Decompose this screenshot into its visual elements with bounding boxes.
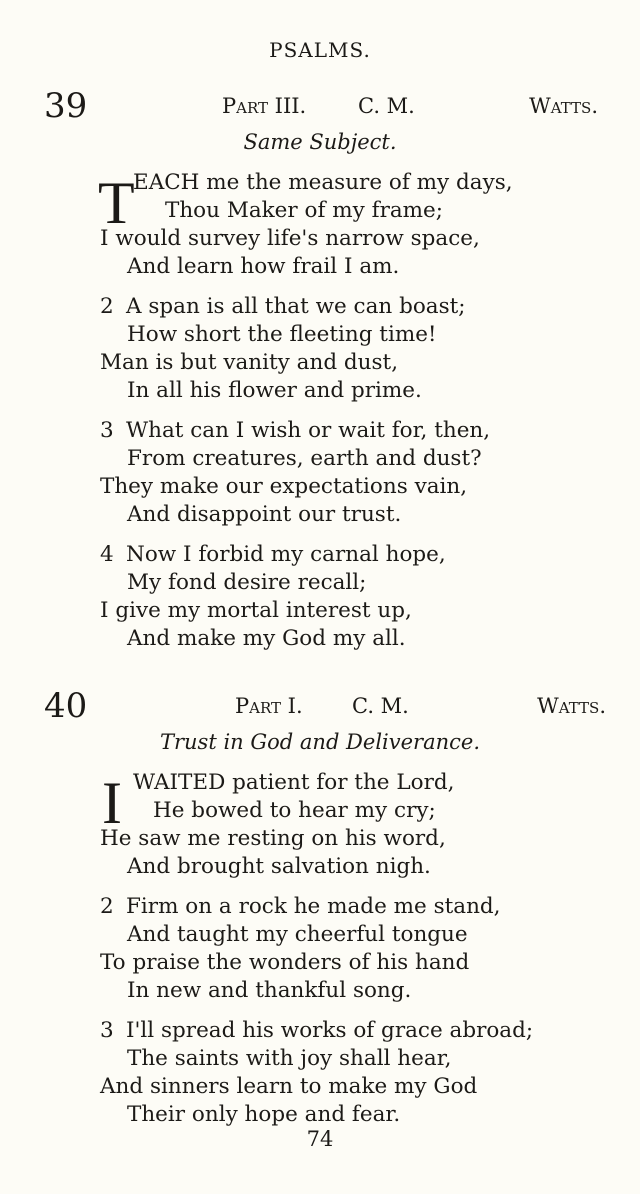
verse-line: In new and thankful song. [127,978,412,1003]
verse-line: And brought salvation nigh. [127,854,431,879]
hymn-metre: C. M. [352,694,409,718]
running-head: PSALMS. [269,38,371,62]
hymn-metre: C. M. [358,94,415,118]
verse-line: In all his flower and prime. [127,378,422,403]
verse-line: And sinners learn to make my God [100,1074,478,1099]
hymn-subject: Same Subject. [243,130,397,154]
verse-line: Now I forbid my carnal hope, [126,542,446,567]
verse-line: Firm on a rock he made me stand, [126,894,501,919]
page-number: 74 [306,1127,334,1151]
verse-line: And taught my cheerful tongue [127,922,468,947]
verse-line: WAITED patient for the Lord, [133,770,455,795]
hymn-subject: Trust in God and Deliverance. [159,730,480,754]
verse-line: To praise the wonders of his hand [100,950,470,975]
hymn-number: 40 [44,686,88,726]
hymn-author: Watts. [537,694,606,718]
verse-line: I'll spread his works of grace abroad; [126,1018,534,1043]
verse-line: My fond desire recall; [127,570,367,595]
verse-line: He saw me resting on his word, [100,826,446,851]
verse-line: He bowed to hear my cry; [153,798,436,823]
drop-cap: T [98,170,135,236]
verse-line: From creatures, earth and dust? [127,446,482,471]
stanza-number: 2 [100,294,114,319]
verse-line: I would survey life's narrow space, [100,226,480,251]
verse-line: I give my mortal interest up, [100,598,412,623]
verse-line: And disappoint our trust. [127,502,402,527]
hymn-part: Part I. [235,694,303,718]
hymn-header [0,686,640,726]
drop-cap: I [102,770,122,836]
verse-line: The saints with joy shall hear, [127,1046,452,1071]
verse-line: And make my God my all. [127,626,406,651]
stanza-number: 2 [100,894,114,919]
stanza-number: 3 [100,418,114,443]
stanza-number: 3 [100,1018,114,1043]
hymn-part: Part III. [222,94,307,118]
verse-line: Man is but vanity and dust, [100,350,399,375]
hymn-header [0,86,640,126]
verse-line: What can I wish or wait for, then, [126,418,491,443]
verse-line: Thou Maker of my frame; [165,198,444,223]
stanza-number: 4 [100,542,114,567]
verse-line: And learn how frail I am. [127,254,400,279]
verse-line: How short the fleeting time! [127,322,437,347]
hymn-number: 39 [44,86,88,126]
verse-line: EACH me the measure of my days, [133,170,513,195]
verse-line: They make our expectations vain, [100,474,468,499]
verse-line: Their only hope and fear. [127,1102,401,1127]
hymn-author: Watts. [529,94,598,118]
verse-line: A span is all that we can boast; [126,294,466,319]
